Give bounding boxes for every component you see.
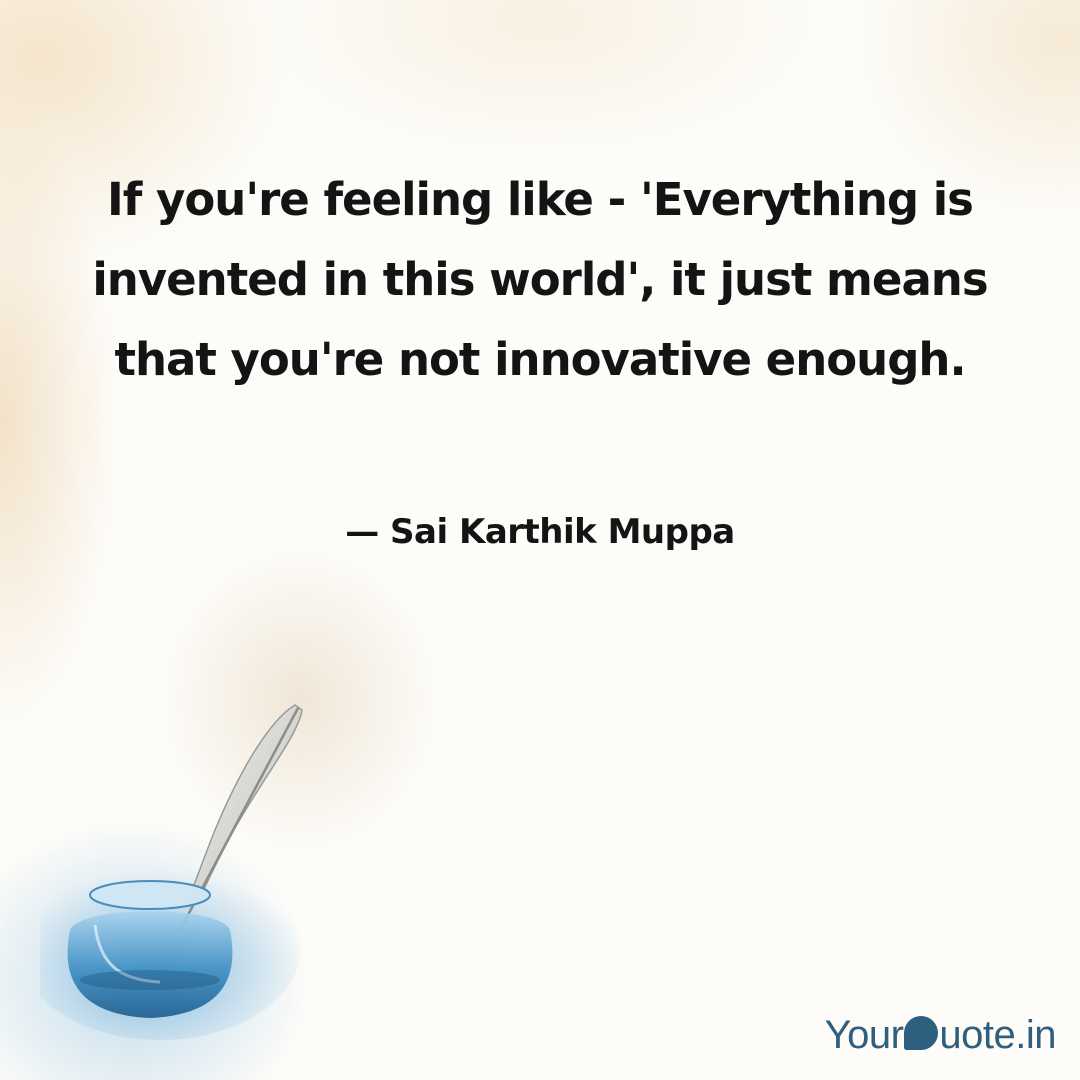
quote-text: [60, 160, 1020, 400]
quote-line: If you're feeling like - 'Everything is: [107, 173, 973, 226]
logo-suffix: uote.in: [939, 1013, 1056, 1057]
logo-prefix: Your: [824, 1013, 904, 1057]
logo-q-icon: [904, 1016, 938, 1050]
yourquote-logo: [825, 1013, 1056, 1058]
inkwell-quill-icon: [40, 680, 340, 1040]
quote-line: invented in this world', it just means: [92, 253, 988, 306]
author-name: — Sai Karthik Muppa: [345, 512, 735, 552]
quote-line: that you're not innovative enough.: [114, 333, 966, 386]
